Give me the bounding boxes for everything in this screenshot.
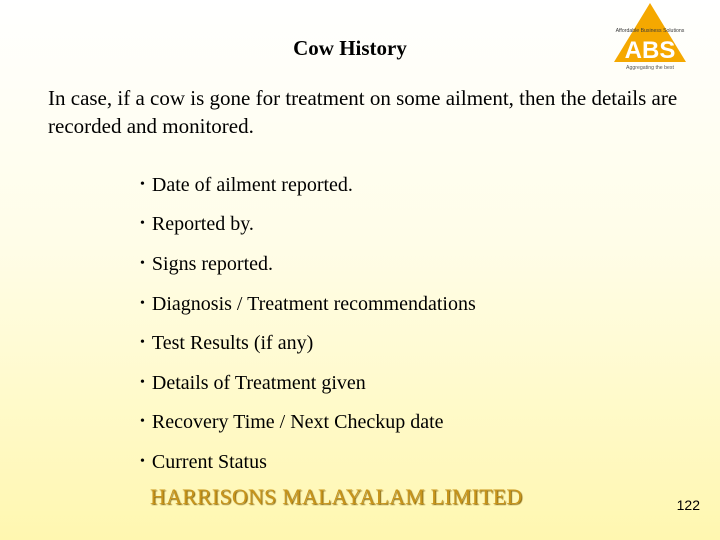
logo-tagline-bottom: Aggregating the best [626, 65, 674, 71]
bullet-item [140, 205, 476, 245]
bullet-dot: • [140, 176, 145, 192]
bullet-item [140, 403, 476, 443]
bullet-text: Current Status [151, 450, 267, 473]
slide-title: Cow History [293, 36, 407, 60]
bullet-dot: • [140, 453, 145, 469]
intro-paragraph: In case, if a cow is gone for treatment on some ailment, then the details are recorded and monitored. [48, 86, 678, 138]
page-number: 122 [676, 497, 700, 513]
bullet-text: Test Results (if any) [151, 332, 314, 355]
footer-company-name: HARRISONS MALAYALAM LIMITED [150, 484, 523, 509]
bullet-item [140, 323, 476, 363]
bullet-dot: • [140, 335, 145, 351]
logo-tagline-top: Affordable Business Solutions [615, 28, 685, 34]
bullet-item [140, 165, 476, 205]
bullet-dot: • [140, 295, 145, 311]
bullet-item [140, 363, 476, 403]
bullet-item [140, 442, 476, 482]
bullet-text: Signs reported. [151, 252, 273, 275]
bullet-text: Reported by. [151, 213, 254, 236]
bullet-item [140, 284, 476, 324]
bullet-item [140, 244, 476, 284]
bullet-dot: • [140, 374, 145, 390]
bullet-dot: • [140, 216, 145, 232]
bullet-text: Date of ailment reported. [151, 173, 353, 196]
bullet-text: Diagnosis / Treatment recommendations [151, 292, 476, 315]
bullet-text: Details of Treatment given [151, 371, 366, 394]
bullet-list [140, 165, 476, 482]
bullet-dot: • [140, 255, 145, 271]
bullet-dot: • [140, 414, 145, 430]
logo-text: ABS [624, 37, 676, 64]
bullet-text: Recovery Time / Next Checkup date [151, 411, 444, 434]
